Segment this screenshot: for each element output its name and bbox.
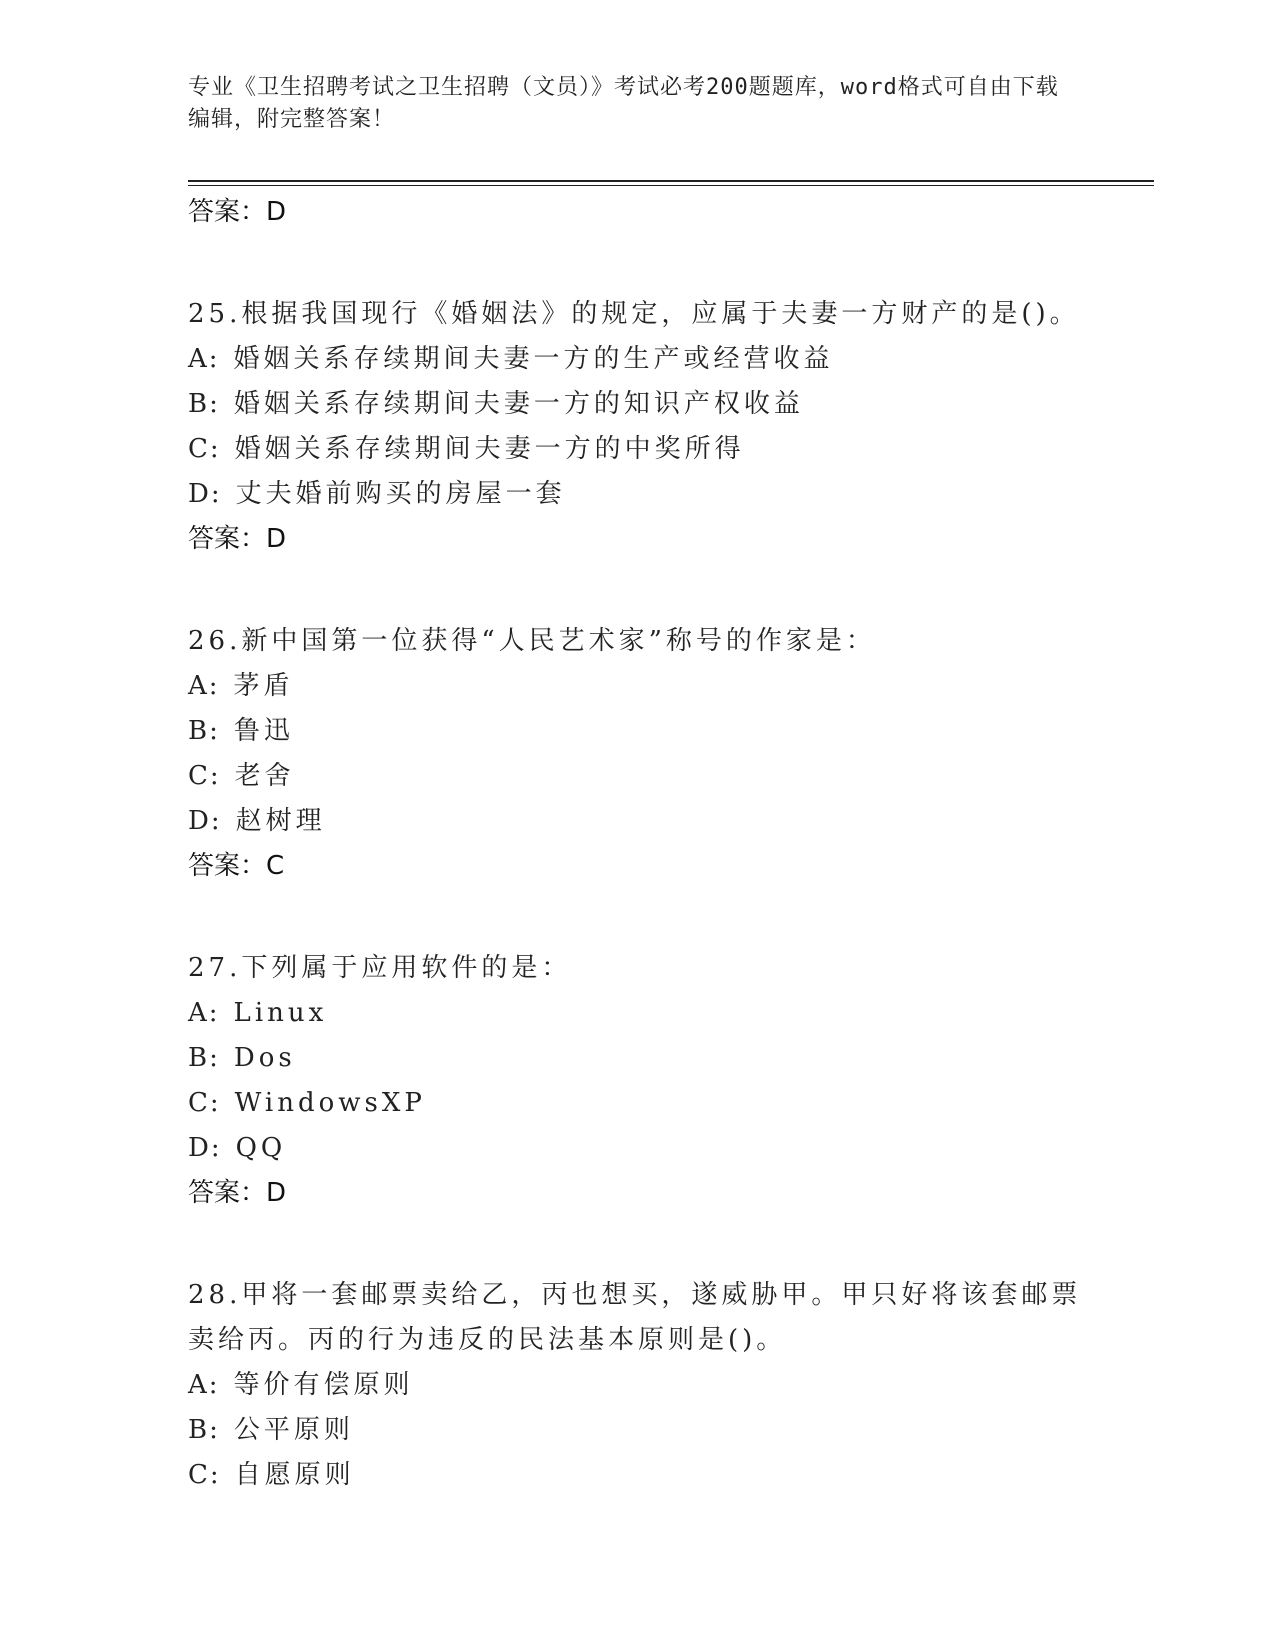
option-key: B: <box>188 389 220 419</box>
option-key: A: <box>188 671 220 701</box>
option-key: A: <box>188 998 220 1028</box>
option-key: C: <box>188 761 221 791</box>
option-text: WindowsXP <box>234 1088 426 1118</box>
option-text: 鲁迅 <box>233 716 294 746</box>
question-stem: 25.根据我国现行《婚姻法》的规定，应属于夫妻一方财产的是()。 <box>188 299 1080 329</box>
question-stem: 26.新中国第一位获得“人民艺术家”称号的作家是： <box>188 626 876 656</box>
question-stem: 27.下列属于应用软件的是： <box>188 953 572 983</box>
answer: 答案：D <box>188 524 287 554</box>
option-d <box>188 472 1088 517</box>
option-text: 赵树理 <box>235 806 326 836</box>
option-a <box>188 664 1088 709</box>
option-key: D: <box>188 806 222 836</box>
question-27 <box>188 946 1088 1215</box>
option-text: Linux <box>233 998 328 1028</box>
option-text: 茅盾 <box>233 671 294 701</box>
option-b <box>188 709 1088 754</box>
document-body <box>188 190 1088 1556</box>
option-key: D: <box>188 1133 222 1163</box>
question-stem: 28.甲将一套邮票卖给乙，丙也想买，遂威胁甲。甲只好将该套邮票卖给丙。丙的行为违反的民法基本原则是()。 <box>188 1280 1082 1355</box>
question-26 <box>188 619 1088 888</box>
option-d <box>188 1126 1088 1171</box>
leading-answer: 答案：D <box>188 197 287 227</box>
header-rule-thin <box>188 185 1154 186</box>
option-key: C: <box>188 1460 221 1490</box>
option-a <box>188 1363 1088 1408</box>
option-text: 婚姻关系存续期间夫妻一方的生产或经营收益 <box>233 344 834 374</box>
option-a <box>188 991 1088 1036</box>
option-a <box>188 337 1088 382</box>
option-key: B: <box>188 716 220 746</box>
option-b <box>188 382 1088 427</box>
option-key: C: <box>188 1088 221 1118</box>
option-text: QQ <box>235 1133 287 1163</box>
option-c <box>188 754 1088 799</box>
answer: 答案：C <box>188 851 285 881</box>
option-d <box>188 799 1088 844</box>
answer: 答案：D <box>188 1178 287 1208</box>
option-key: A: <box>188 344 220 374</box>
option-text: 公平原则 <box>233 1415 354 1445</box>
document-header: 专业《卫生招聘考试之卫生招聘（文员）》考试必考200题题库，word格式可自由下载编辑，附完整答案！ <box>188 75 1059 132</box>
question-25 <box>188 292 1088 561</box>
option-text: 婚姻关系存续期间夫妻一方的知识产权收益 <box>233 389 804 419</box>
option-b <box>188 1408 1088 1453</box>
header-rule-thick <box>188 180 1154 182</box>
option-b <box>188 1036 1088 1081</box>
option-key: B: <box>188 1043 220 1073</box>
option-key: A: <box>188 1370 220 1400</box>
option-text: 等价有偿原则 <box>233 1370 414 1400</box>
option-key: D: <box>188 479 222 509</box>
option-text: 自愿原则 <box>234 1460 355 1490</box>
option-c <box>188 427 1088 472</box>
option-text: 婚姻关系存续期间夫妻一方的中奖所得 <box>234 434 745 464</box>
option-text: 老舍 <box>234 761 295 791</box>
option-key: C: <box>188 434 221 464</box>
question-28 <box>188 1273 1088 1498</box>
option-text: Dos <box>233 1043 296 1073</box>
option-c <box>188 1453 1088 1498</box>
option-key: B: <box>188 1415 220 1445</box>
option-text: 丈夫婚前购买的房屋一套 <box>235 479 566 509</box>
option-c <box>188 1081 1088 1126</box>
